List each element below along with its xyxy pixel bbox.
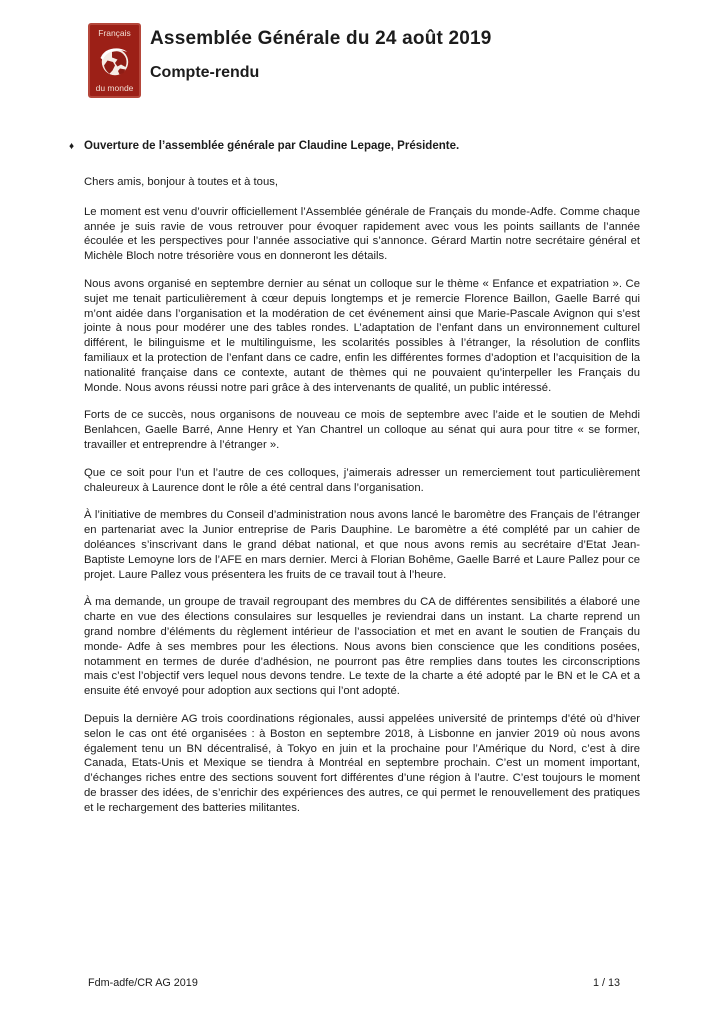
- footer-page-number: 1 / 13: [592, 977, 620, 989]
- salutation-line: Chers amis, bonjour à toutes et à tous,: [84, 176, 279, 188]
- page-footer: [88, 977, 620, 990]
- header: [150, 28, 492, 83]
- paragraph-3: Forts de ce succès, nous organisons de nouveau ce mois de septembre avec l’aide et le soutien de Mehdi Benlahcen, Gaelle Barré, Anne Henry et Yan Chantrel un colloque au sénat qui aura pour titre « se former, travailler et entreprendre à l’étranger ».: [84, 409, 640, 451]
- section-heading-text: Ouverture de l’assemblée générale par Claudine Lepage, Présidente.: [84, 140, 460, 152]
- paragraph-1: Le moment est venu d’ouvrir officiellement l’Assemblée générale de Français du monde-Adfe. Comme chaque année je suis ravie de vous retrouver pour évoquer rapidement avec vous les points saillants de l’année écoulée et les perspectives pour l’année associative qui s’annonce. Gérard Martin notre secrétaire général et Michèle Bloch notre trésorière vous en donneront les détails.: [84, 205, 640, 263]
- page-title: Assemblée Générale du 24 août 2019: [150, 28, 492, 49]
- paragraph-5: À l’initiative de membres du Conseil d’administration nous avons lancé le baromètre des Français de l’étranger en partenariat avec la Junior entreprise de Paris Dauphine. Le baromètre a été complété par un cahier de doléances s’inscrivant dans le grand débat national, et que nous avons remis au secrétaire d’Etat Jean-Baptiste Lemoyne lors de l’AFE en mars dernier. Merci à Florian Bohême, Gaelle Barré et Laure Pallez pour ce projet. Laure Pallez vous présentera les fruits de ce travail tout à l’heure.: [84, 509, 640, 581]
- paragraph-7: Depuis la dernière AG trois coordinations régionales, aussi appelées université de printemps d’été où d’hiver selon le cas ont été organisées : à Boston en septembre 2018, à Lisbonne en janvier 2019 où nous avons également tenu un BN décentralisé, à Tokyo en juin et la prochaine pour l’Amérique du Nord, c’est à dire Canada, Etats-Unis et Mexique se tiendra à Montréal en septembre prochain. C’est un moment important, d’échanges riches entre des sections souvent fort différentes d’une région à l’autre. C’est toujours le moment de brasser des idées, de s’enrichir des expériences des autres, ce qui permet le renouvellement des pratiques et le rechargement des batteries militantes.: [84, 712, 640, 814]
- paragraph-6: À ma demande, un groupe de travail regroupant des membres du CA de différentes sensibilités a élaboré une charte en vue des élections consulaires sur lesquelles je reviendrai dans un instant. La charte reprend un grand nombre d’éléments du règlement intérieur de l’association et met en avant le soutien de Français du monde- Adfe à ses membres pour les élections. Nous avons bien conscience que les conditions posées, notamment en termes de durée d’adhésion, ne pourront pas être remplies dans toutes les circonscriptions mais c’est l’objectif vers lequel nous devons tendre. Le texte de la charte a été adopté par le BN et le CA et a ensuite été envoyé pour adoption aux sections qui l’ont adopté.: [84, 596, 640, 698]
- page-subtitle: Compte-rendu: [150, 64, 260, 81]
- diamond-bullet-icon: ♦: [69, 141, 75, 152]
- paragraph-2: Nous avons organisé en septembre dernier au sénat un colloque sur le thème « Enfance et expatriation ». Ce sujet me tenait particulièrement à cœur depuis longtemps et je remercie Florence Baillon, Gaelle Barré qui m’ont aidée dans l’organisation et la modération de cet événement ainsi que Marie-Pascale Avignon qui s’est jointe à nous pour modérer une des tables rondes. L’adaptation de l’enfant dans un environnement culturel différent, le bilinguisme et le multilinguisme, les scolarités possibles à l’étranger, la résolution de conflits familiaux et la protection de l’enfant dans ce cadre, enfin les différentes formes d’adoption et l’acquisition de la nationalité française dans ce contexte, autant de thèmes qui ne pouvaient qu’interpeller les Français du Monde. Nous avons réussi notre pari grâce à des intervenants de qualité, un public intéressé.: [84, 277, 640, 394]
- paragraph-4: Que ce soit pour l’un et l’autre de ces colloques, j’aimerais adresser un remerciement tout particulièrement chaleureux à Laurence dont le rôle a été central dans l’organisation.: [84, 466, 640, 494]
- footer-document-reference: Fdm-adfe/CR AG 2019: [88, 977, 198, 989]
- fdm-logo: [88, 23, 141, 98]
- document-body: [69, 139, 640, 828]
- logo-bottom-label: du monde: [95, 83, 134, 93]
- section-heading: [69, 139, 640, 154]
- globe-icon: [99, 45, 131, 77]
- logo-top-label: Français: [98, 28, 131, 38]
